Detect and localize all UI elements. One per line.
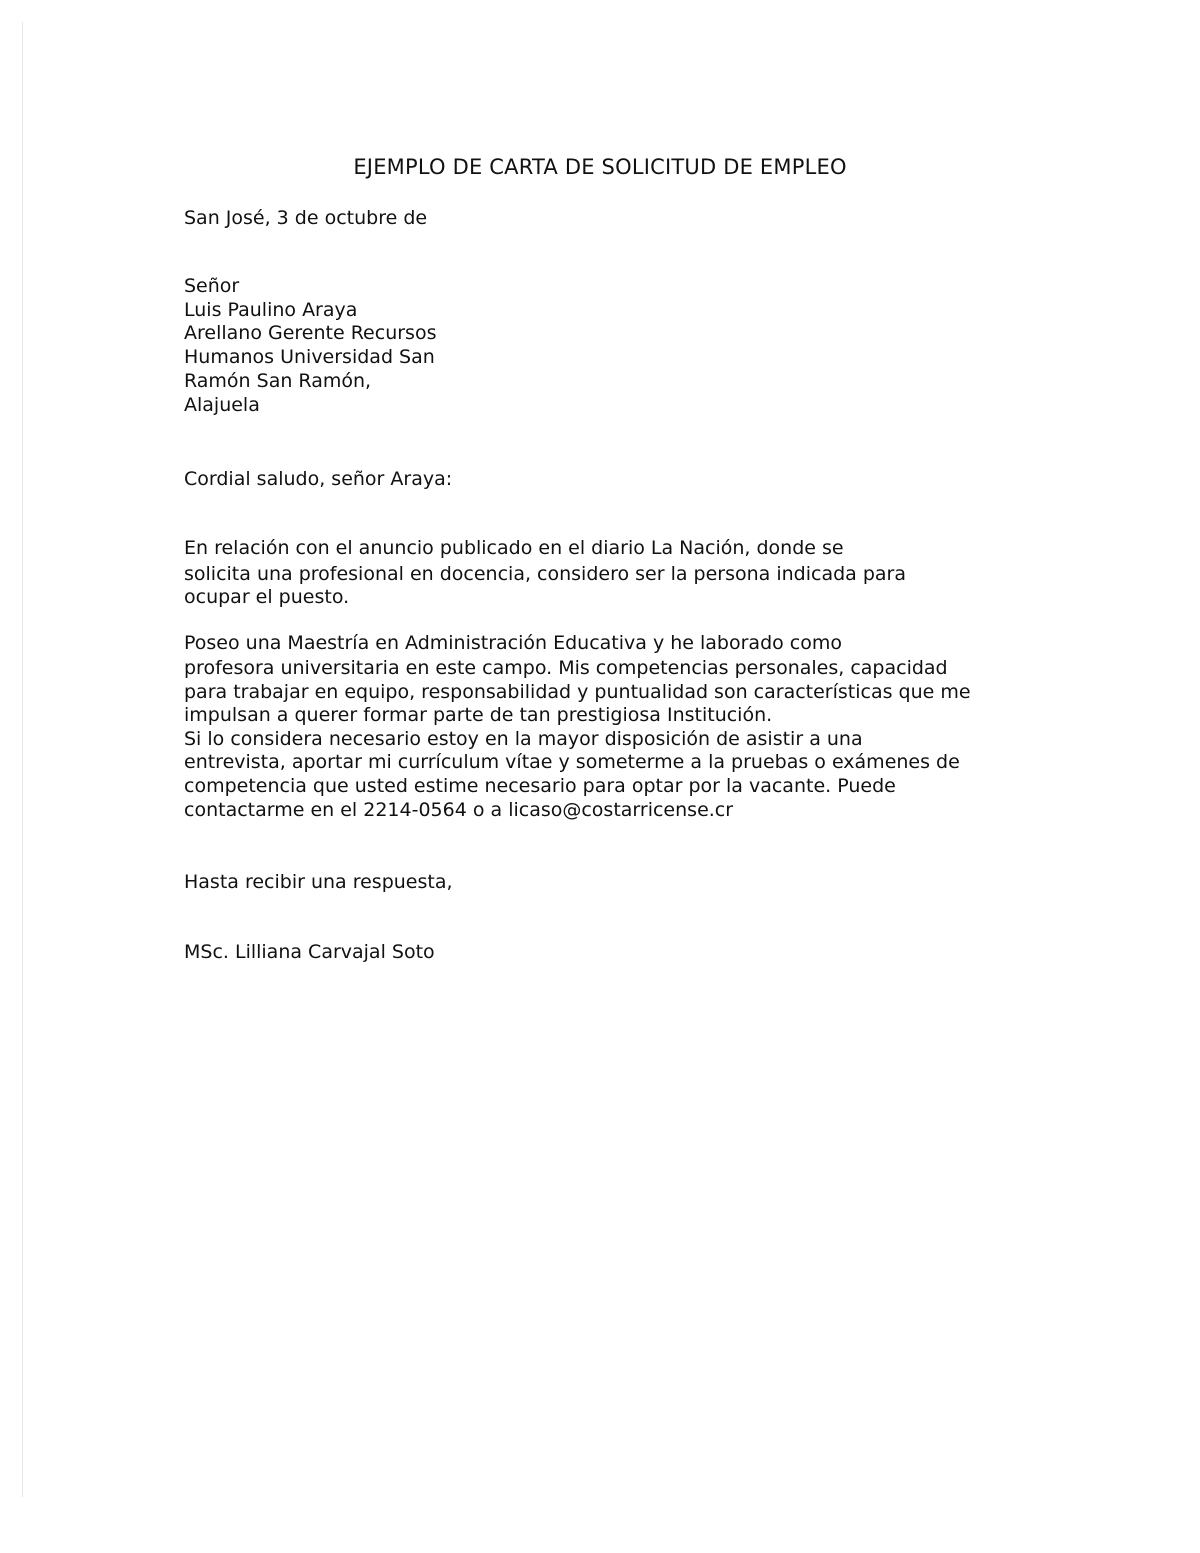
document-title: EJEMPLO DE CARTA DE SOLICITUD DE EMPLEO [353, 155, 847, 179]
signature: MSc. Lilliana Carvajal Soto [184, 941, 435, 963]
recipient-line: Arellano Gerente Recursos [184, 322, 437, 344]
paragraph-line: Poseo una Maestría en Administración Educativa y he laborado como [184, 632, 843, 654]
closing: Hasta recibir una respuesta, [184, 871, 453, 893]
recipient-line: Ramón San Ramón, [184, 370, 372, 392]
recipient-line: Humanos Universidad San [184, 346, 435, 368]
page-margin-line [22, 22, 23, 1497]
recipient-line: Luis Paulino Araya [184, 299, 358, 321]
recipient-line: Señor [184, 275, 240, 297]
paragraph-line: impulsan a querer formar parte de tan prestigiosa Institución. [184, 704, 773, 726]
paragraph-line: profesora universitaria en este campo. Mis competencias personales, capacidad [184, 657, 948, 679]
paragraph-line: entrevista, aportar mi currículum vítae y someterme a la pruebas o exámenes de [184, 751, 960, 773]
greeting: Cordial saludo, señor Araya: [184, 468, 453, 490]
recipient-line: Alajuela [184, 394, 260, 416]
paragraph-line: En relación con el anuncio publicado en el diario La Nación, donde se [184, 537, 844, 559]
paragraph-line: competencia que usted estime necesario para optar por la vacante. Puede [184, 775, 896, 797]
contact-line: contactarme en el 2214-0564 o a licaso@costarricense.cr [184, 799, 734, 821]
paragraph-line: para trabajar en equipo, responsabilidad y puntualidad son características que me [184, 681, 971, 703]
paragraph-line: Si lo considera necesario estoy en la mayor disposición de asistir a una [184, 728, 863, 750]
paragraph-line: ocupar el puesto. [184, 586, 350, 608]
date-line: San José, 3 de octubre de [184, 207, 428, 229]
paragraph-line: solicita una profesional en docencia, considero ser la persona indicada para [184, 563, 907, 585]
